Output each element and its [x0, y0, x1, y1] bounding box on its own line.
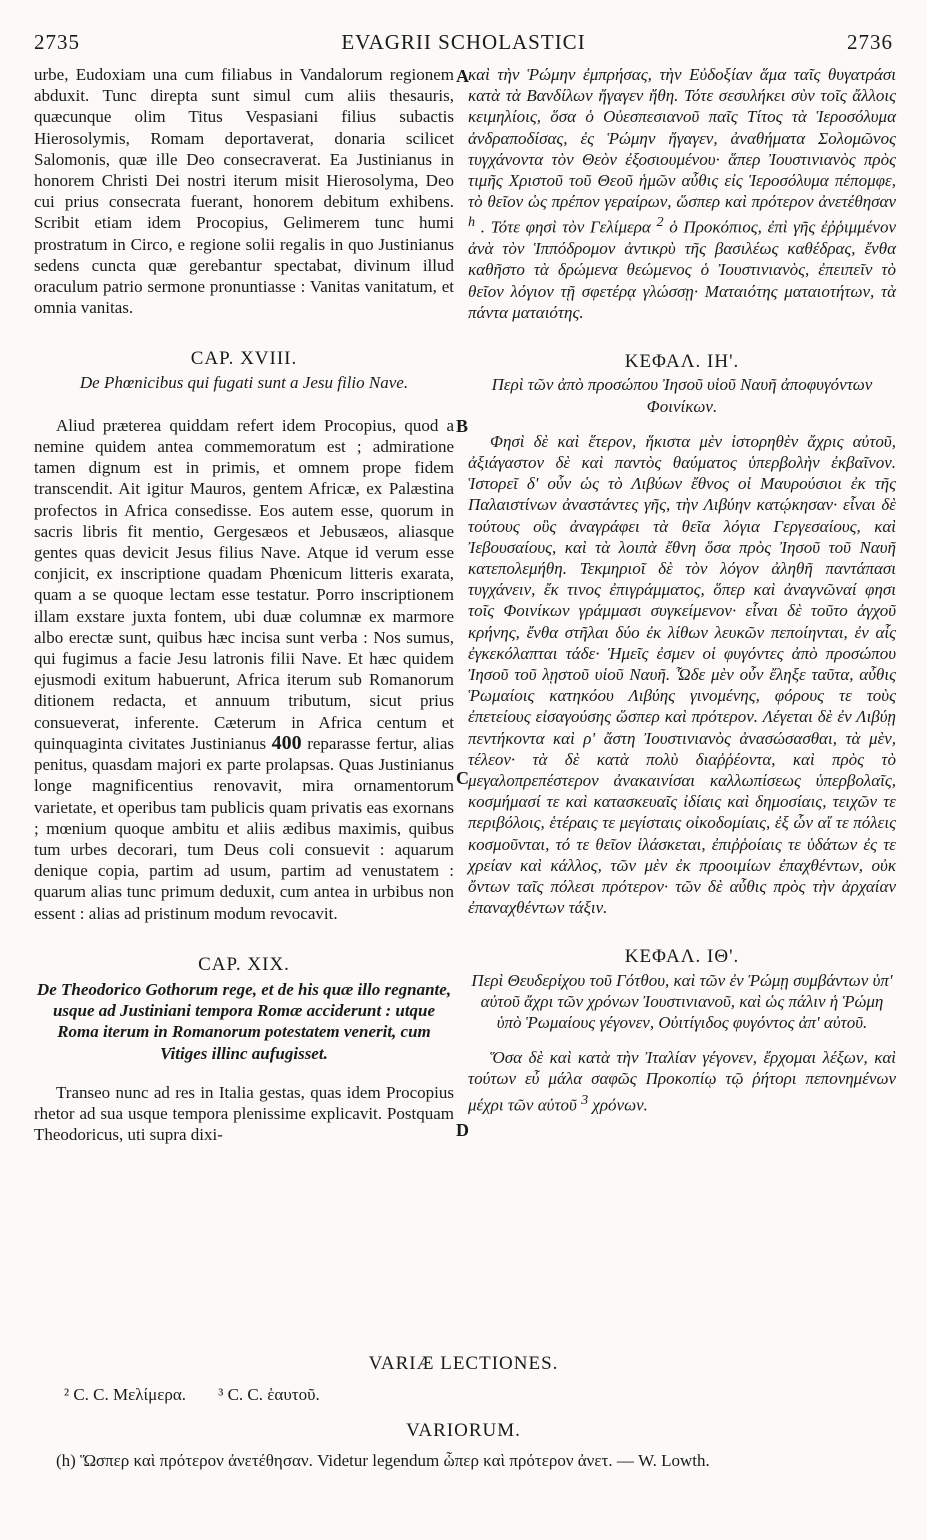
running-head [30, 30, 897, 58]
greek-chapter-18-subtitle: Περὶ τῶν ἀπὸ προσώπου Ἰησοῦ υἱοῦ Ναυῆ ἀποφυγόντων Φοινίκων. [491, 375, 873, 416]
footnote-marker-h: h [468, 214, 476, 231]
variorum-note-h: (h) Ὥσπερ καὶ πρότερον ἀνετέθησαν. Videtur legendum ὧπερ καὶ πρότερον ἀνετ. — W. Lowth. [56, 1451, 710, 1470]
inline-page-number: 400 [271, 731, 302, 754]
latin-chapter-18-subtitle: De Phœnicibus qui fugati sunt a Jesu filio Nave. [79, 372, 409, 392]
greek-column [468, 64, 896, 1115]
footnote-marker-2: 2 [656, 214, 664, 231]
greek-paragraph-1-part-a: καὶ τὴν Ῥώμην ἐμπρήσας, τὴν Εὐδοξίαν ἅμα ταῖς θυγατράσι κατὰ τὰ Βανδίλων ἤγαγεν ἤθη. Τότε σεσυλήκει σὺν τοῖς ἄλλοις κειμηλίοις, ὅσα ὁ Οὐεσπεσιανοῦ παῖς Τίτος τὰ Ἱεροσόλυμα ἀνδραποδίσας, ἐς Ῥώμην ἤγαγεν, ἀναθήματα Σολομῶνος τυγχάνοντα τὸν Θεὸν ἐξοσιουμένου· ἅπερ Ἰουστινιανὸς πρὸς τιμῆς Χριστοῦ τοῦ Θεοῦ ἡμῶν αὖθις εἰς Ἱεροσόλυμα πέπομφε, τὸ θεῖον ὡς πρέπον γεραίρων, ὥσπερ καὶ πρότερον ἀνετέθησαν [468, 65, 896, 212]
greek-paragraph-2: Φησὶ δὲ καὶ ἕτερον, ἥκιστα μὲν ἱστορηθὲν ἄχρις αὐτοῦ, ἀξιάγαστον δὲ καὶ παντὸς θαύματος ὑπερβολὴν ἐκβαῖνον. Ἱστορεῖ δ' οὖν ὡς τὸ Λιβύων ἔθνος οἱ Μαυρούσιοι ἐκ τῆς Παλαιστίνων ἀναστάντες γῆς, τὴν Λιβύην κατῴκησαν· εἶναι δὲ τούτους οὓς ἀναγράφει τὰ θεῖα λόγια Γεργεσαίους, καὶ Ἰεβουσαίους, καὶ τὰ λοιπὰ ἔθνη ὅσα πρὸς Ἰησοῦ τοῦ Ναυῆ κατεπολεμήθη. Τεκμηριοῖ δὲ τὸν λόγον ἀληθῆ παντάπασι τυγχάνειν, ἔκ τινος ἐπιγράμματος, ὅπερ καὶ ἀναγνῶναί φησι τοῖς Φοινίκων γράμμασι συγκείμενον· εἶναι δὲ τοῦτο ἀγχοῦ κρήνης, ἔνθα στῆλαι δύο ἐκ λίθων λευκῶν πεποίηνται, ἐν αἷς ἐγκεκόλαπται τάδε· Ἡμεῖς ἐσμεν οἱ φυγόντες ἀπὸ προσώπου Ἰησοῦ τοῦ λῃστοῦ υἱοῦ Ναυῆ. Ὧδε μὲν οὖν ἔληξε ταῦτα, αὖθις Ῥωμαίοις κατηκόου Λιβύης γινομένης, φόρους τε τοὺς ἐπετείους εἰσαγούσης ὥσπερ καὶ πρότερον. Λέγεται δὲ ἐν Λιβύῃ πεντήκοντα καὶ ρ' ἄστη Ἰουστινιανὸς ἀνασώσασθαι, τὰ μὲν, τέλεον· τὰ δὲ κατὰ πολὺ διαῤῥέοντα, καὶ πρὸς τὸ μεγαλοπρεπέστερον ἀνακαινίσαι καλλωπίσεως ὑπερβολαῖς, κοσμήμασί τε καὶ κατασκευαῖς ἰδίαις καὶ δημοσίαις, τειχῶν τε περιβόλοις, ἑτέραις τε μεγίσταις οἰκοδομίαις, ἐξ ὧν αἵ τε πόλεις κοσμοῦνται, τό τε θεῖον ἱλάσκεται, ἐπιῤῥοίαις τε ὑδάτων ἐς τε χρείαν καὶ κάλλος, τῶν μὲν ἐκ προοιμίων ἐπαχθέντων, οὐκ ὄντων ταῖς πόλεσι πρότερον· τῶν δὲ αὖθις πρὸς τὴν ἀρχαίαν ἐπαναχθέντων τάξιν. [468, 431, 896, 918]
margin-letter-a: A [456, 66, 469, 86]
margin-letter-c: C [456, 768, 469, 788]
variae-lectiones-heading: VARIÆ LECTIONES. [368, 1353, 559, 1374]
greek-chapter-18-heading: ΚΕΦΑΛ. ΙΗ'. [624, 351, 740, 373]
variorum-heading: VARIORUM. [406, 1420, 521, 1441]
latin-paragraph-2 [34, 415, 454, 924]
margin-letter-d: D [456, 1120, 469, 1140]
greek-paragraph-3-part-a: Ὅσα δὲ καὶ κατὰ τὴν Ἰταλίαν γέγονεν, ἔρχομαι λέξων, καὶ τούτων εὖ μάλα σαφῶς Προκοπίῳ τῷ ῥήτορι πεπονημένων μέχρι τῶν αὐτοῦ [468, 1048, 896, 1115]
latin-paragraph-3: Transeo nunc ad res in Italia gestas, quas idem Procopius rhetor ad sua usque tempora plenissime explicavit. Postquam Theodoricus, uti supra dixi- [34, 1082, 454, 1145]
greek-paragraph-1-part-b: . Τότε φησὶ τὸν Γελίμερα [480, 218, 651, 238]
greek-paragraph-1 [468, 64, 896, 323]
latin-paragraph-2-part-b: reparasse fertur, alias penitus, quasdam majori ex parte prolapsas. Quas Justinianus longe magnificentius renovavit, mira ornamentorum varietate, et operibus tam publicis quam privatis eas exornans ; mœnium quoque ambitu et aliis ædibus maximis, quibus tum urbes decorari, tum Deus coli consuevit : aquarum denique copia, partim ad usum, partim ad venustatem : quarum alias tunc primum deduxit, cum antea in urbibus non essent : alias ad pristinum modum revocavit. [34, 733, 455, 923]
variant-note-2: ² C. C. Μελίμερα. [64, 1385, 186, 1404]
latin-chapter-19-subtitle: De Theodorico Gothorum rege, et de his quæ illo regnante, usque ad Justiniani tempora Romæ acciderunt : utque Roma iterum in Romanorum potestatem venerit, cum Vitiges illinc aufugisset. [36, 979, 452, 1063]
latin-paragraph-2-part-a: Aliud præterea quiddam refert idem Procopius, quod a nemine quidem antea commemoratum est ; admiratione tamen dignum est in primis, et omnem prope fidem transcendit. Ait igitur Mauros, gentem Africæ, ex Palæstina profectos in Africa consedisse. Eos autem esse, quorum in sacris libris fit mentio, Gergesæos et Jebusæos, aliasque gentes quas devicit Jesus filius Nave. Atque id verum esse conjicit, ex inscriptione quadam Phœnicum litteris exarata, quam a se quoque lectam esse testatur. Porro inscriptionem illam exstare juxta fontem, ubi duæ columnæ ex marmore albo erectæ sunt, quibus hæc incisa sunt verba : Nos sumus, qui fugimus a facie Jesu latronis filii Nave. Et hæc quidem ejusmodi exitum habuerunt, Africa iterum sub Romanorum ditionem redacta, et annuum tributum, sicut prius consueverat, inferente. Cæterum in Africa centum et quinquaginta civitates Justinianus [34, 415, 454, 753]
greek-chapter-19-subtitle: Περὶ Θευδερίχου τοῦ Γότθου, καὶ τῶν ἐν Ῥώμῃ συμβάντων ὑπ' αὐτοῦ ἄχρι τῶν χρόνων Ἰουστινιανοῦ, καὶ ὡς πάλιν ἡ Ῥώμη ὑπὸ Ῥωμαίους γέγονεν, Οὐιτίγιδος φυγόντος ἀπ' αὐτοῦ. [471, 970, 893, 1032]
latin-chapter-18-heading: CAP. XVIII. [190, 348, 298, 370]
page-number-right: 2736 [847, 30, 893, 54]
greek-paragraph-3-part-b: χρόνων. [592, 1095, 648, 1115]
margin-letter-b: B [456, 416, 469, 436]
page-number-left: 2735 [34, 30, 80, 54]
latin-chapter-19-heading: CAP. XIX. [198, 953, 290, 975]
greek-paragraph-3 [468, 1047, 896, 1115]
greek-chapter-19-heading: ΚΕΦΑΛ. ΙΘ'. [624, 946, 740, 968]
running-title: EVAGRII SCHOLASTICI [341, 30, 586, 54]
variant-note-3: ³ C. C. ἑαυτοῦ. [218, 1385, 320, 1404]
greek-paragraph-1-part-c: ὁ Προκόπιος, ἐπὶ γῆς ἐῤῥιμμένον ἀνὰ τὸν Ἱππόδρομον ἀντικρὺ τῆς βασιλέως καθέδρας, ἔνθα καθῆστο τὰ δρώμενα θεώμενος ὁ Ἰουστινιανὸς, ἐπειπεῖν τὸ θεῖον λόγιον τῇ σφετέρᾳ γλώσσῃ· Ματαιότης ματαιοτήτων, τὰ πάντα ματαιότης. [468, 218, 897, 322]
footnote-marker-3: 3 [581, 1091, 589, 1108]
variae-lectiones-notes [64, 1385, 348, 1405]
latin-column [34, 64, 454, 1145]
latin-paragraph-1: urbe, Eudoxiam una cum filiabus in Vandalorum regionem abduxit. Tunc direpta sunt simul cum aliis thesauris, quæcunque olim Titus Vespasiani filius subactis Hierosolymis, Romam deportaverat, donaria scilicet Salomonis, quæ ille Deo consecraverat. Ea Justinianus in honorem Christi Dei nostri iterum misit Hierosolyma, Deo cui prius consecrata fuerant, honorem debitum exhibens. Scribit etiam idem Procopius, Gelimerem tunc humi prostratum in Circo, e regione solii regalis in quo Justinianus sedens cuncta quæ gerebantur spectabat, divinum illud oraculum patrio sermone pronuntiasse : Vanitas vanitatum, et omnia vanitas. [34, 65, 454, 318]
